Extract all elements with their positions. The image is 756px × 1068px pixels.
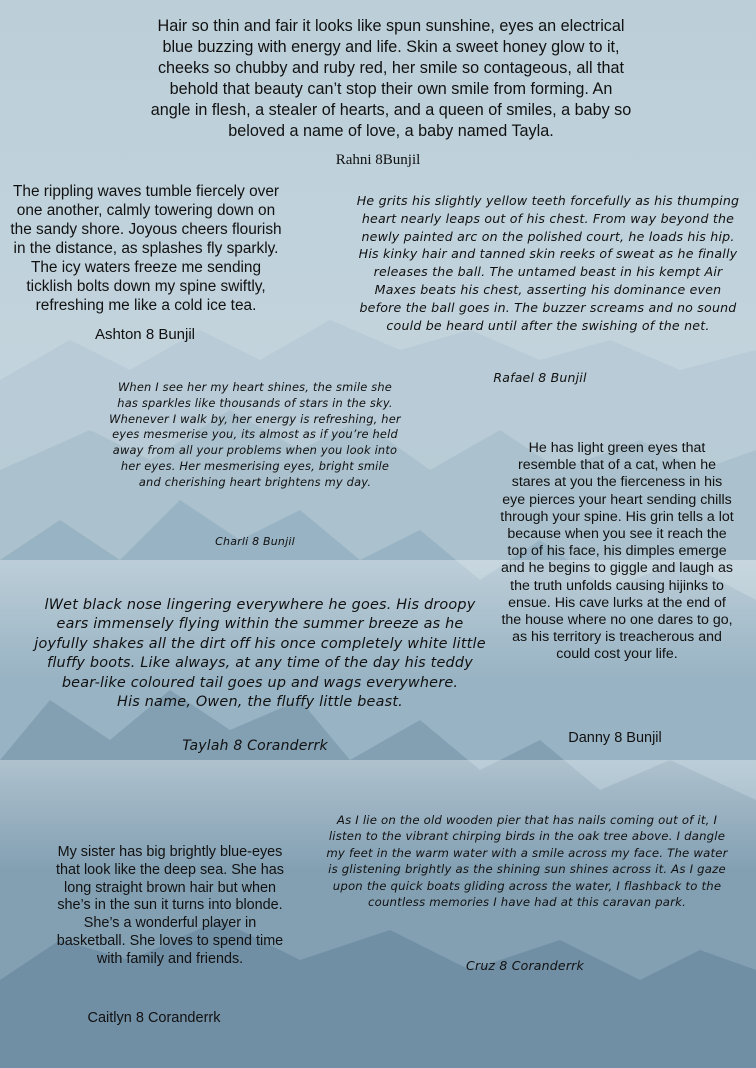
poem-cruz — [322, 812, 732, 910]
author-rahni-label: Rahni 8Bunjil — [335, 152, 421, 168]
poem-caitlyn — [52, 844, 288, 969]
author-rafael-label: Rafael 8 Bunjil — [493, 370, 587, 385]
author-charli-label: Charli 8 Bunjil — [215, 535, 295, 548]
author-cruz-label: Cruz 8 Coranderrk — [466, 958, 584, 973]
poem-taylah — [28, 596, 492, 712]
author-charli — [190, 535, 320, 548]
poem-charli — [108, 380, 402, 491]
author-ashton — [60, 326, 230, 343]
author-caitlyn — [64, 1010, 244, 1026]
poem-cruz-text: As I lie on the old wooden pier that has nails coming out of it, I listen to the vibrant chirping birds in the oak tree above. I dangle my feet in the warm water with a smile across my face. The water is glistening brightly as the shining sun shines across it. As I gaze upon the quick boats gliding across the water, I flashback to the countless memories I have had at this caravan park. — [326, 813, 728, 910]
poem-taylah-closing: His name, Owen, the fluffy little beast. — [117, 694, 403, 711]
author-rahni — [300, 152, 456, 169]
author-rafael — [470, 370, 610, 385]
poem-tayla-text: Hair so thin and fair it looks like spun sunshine, eyes an electrical blue buzzing with energy and life. Skin a sweet honey glow to it, cheeks so chubby and ruby red, her smile so contageous, all that behold that beauty can’t stop their own smile from forming. An angle in flesh, a stealer of hearts, and a queen of smiles, a baby so beloved a name of love, a baby named Tayla. — [150, 17, 632, 140]
author-ashton-label: Ashton 8 Bunjil — [94, 326, 196, 343]
poem-rafael — [356, 192, 740, 334]
author-taylah-label: Taylah 8 Coranderrk — [182, 738, 328, 754]
poem-danny — [500, 440, 734, 664]
poem-caitlyn-text: My sister has big brightly blue-eyes that look like the deep sea. She has long straight brown hair but when she’s in the sun it turns into blonde. She’s a wonderful player in basketball. She loves to spend time with family and friends. — [55, 844, 284, 967]
poem-rafael-text: He grits his slightly yellow teeth forcefully as his thumping heart nearly leaps out of his chest. From way beyond the newly painted arc on the polished court, he loads his hip. His kinky hair and tanned skin reeks of sweat as he finally releases the ball. The untamed beast in his kempt Air Maxes beats his chest, asserting his dominance even before the ball goes in. The buzzer screams and no sound could be heard until after the swishing of the net. — [356, 193, 740, 333]
author-cruz — [440, 958, 610, 973]
author-danny-label: Danny 8 Bunjil — [568, 730, 662, 746]
author-danny — [540, 730, 690, 746]
author-caitlyn-label: Caitlyn 8 Coranderrk — [87, 1010, 221, 1026]
poem-charli-text: When I see her my heart shines, the smile she has sparkles like thousands of stars in the sky. Whenever I walk by, her energy is refreshing, her eyes mesmerise you, its almost as if you’re held away from all your problems when you look into her eyes. Her mesmerising eyes, bright smile and cherishing heart brightens my day. — [109, 380, 401, 489]
author-taylah — [150, 738, 360, 754]
poem-danny-text: He has light green eyes that resemble that of a cat, when he stares at you the fierceness in his eye pierces your heart sending chills through your spine. His grin tells a lot because when you see it reach the top of his face, his dimples emerge and he begins to giggle and laugh as the truth unfolds causing hijinks to ensue. His cave lurks at the end of the house where no one dares to go, as his territory is treacherous and could cost your life. — [500, 440, 734, 663]
poem-taylah-text: lWet black nose lingering everywhere he goes. His droopy ears immensely flying within the summer breeze as he joyfully shakes all the dirt off his once completely white little fluffy boots. Like always, at any time of the day his teddy bear-like coloured tail goes up and wags everywhere. — [34, 597, 486, 691]
poem-ashton-text: The rippling waves tumble fiercely over one another, calmly towering down on the sandy shore. Joyous cheers flourish in the distance, as splashes fly sparkly. The icy waters freeze me sending ticklish bolts down my spine swiftly, refreshing me like a cold ice tea. — [10, 183, 282, 314]
poem-tayla — [148, 16, 634, 142]
poem-ashton — [8, 182, 284, 315]
